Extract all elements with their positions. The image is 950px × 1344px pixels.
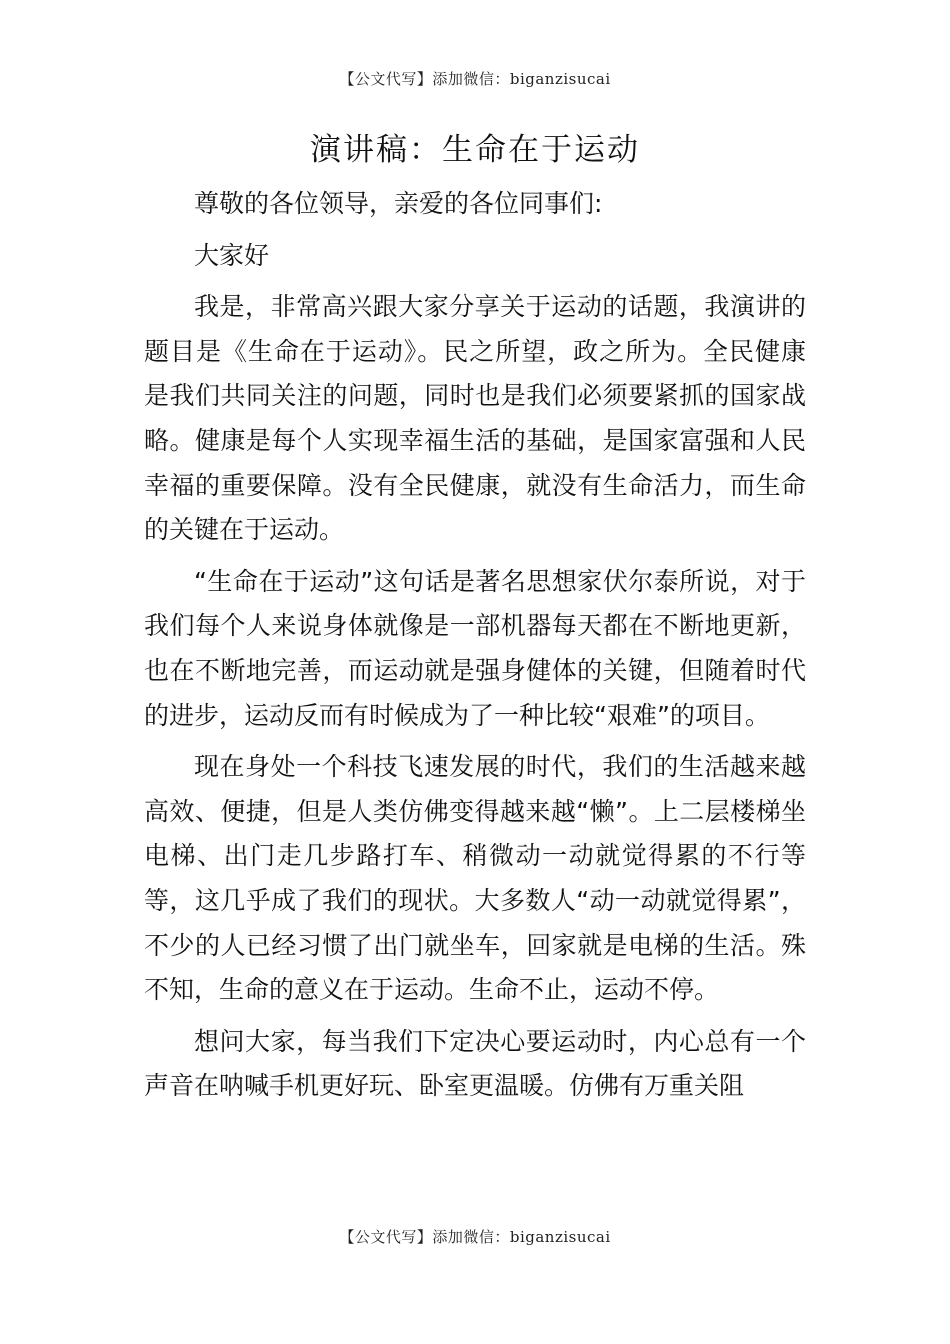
document-body (144, 182, 806, 1116)
body-paragraph: 现在身处一个科技飞速发展的时代，我们的生活越来越高效、便捷，但是人类仿佛变得越来越“懒”。上二层楼梯坐电梯、出门走几步路打车、稍微动一动就觉得累的不行等等，这几乎成了我们的现状。大多数人“动一动就觉得累”，不少的人已经习惯了出门就坐车，回家就是电梯的生活。殊不知，生命的意义在于运动。生命不止，运动不停。 (144, 752, 806, 1005)
body-paragraph: 我是，非常高兴跟大家分享关于运动的话题，我演讲的题目是《生命在于运动》。民之所望，政之所为。全民健康是我们共同关注的问题，同时也是我们必须要紧抓的国家战略。健康是每个人实现幸福生活的基础，是国家富强和人民幸福的重要保障。没有全民健康，就没有生命活力，而生命的关键在于运动。 (144, 292, 806, 545)
page-footer: 【公文代写】添加微信：biganzisucai (339, 1228, 611, 1246)
body-paragraph: “生命在于运动”这句话是著名思想家伏尔泰所说，对于我们每个人来说身体就像是一部机器每天都在不断地更新，也在不断地完善，而运动就是强身健体的关键，但随着时代的进步，运动反而有时候成为了一种比较“艰难”的项目。 (144, 566, 806, 730)
greeting: 大家好 (194, 240, 270, 270)
body-paragraph: 想问大家，每当我们下定决心要运动时，内心总有一个声音在呐喊手机更好玩、卧室更温暖。仿佛有万重关阻 (144, 1026, 806, 1101)
page-header: 【公文代写】添加微信：biganzisucai (339, 70, 611, 88)
document-title: 演讲稿：生命在于运动 (310, 132, 640, 168)
salutation: 尊敬的各位领导，亲爱的各位同事们: (194, 189, 603, 218)
